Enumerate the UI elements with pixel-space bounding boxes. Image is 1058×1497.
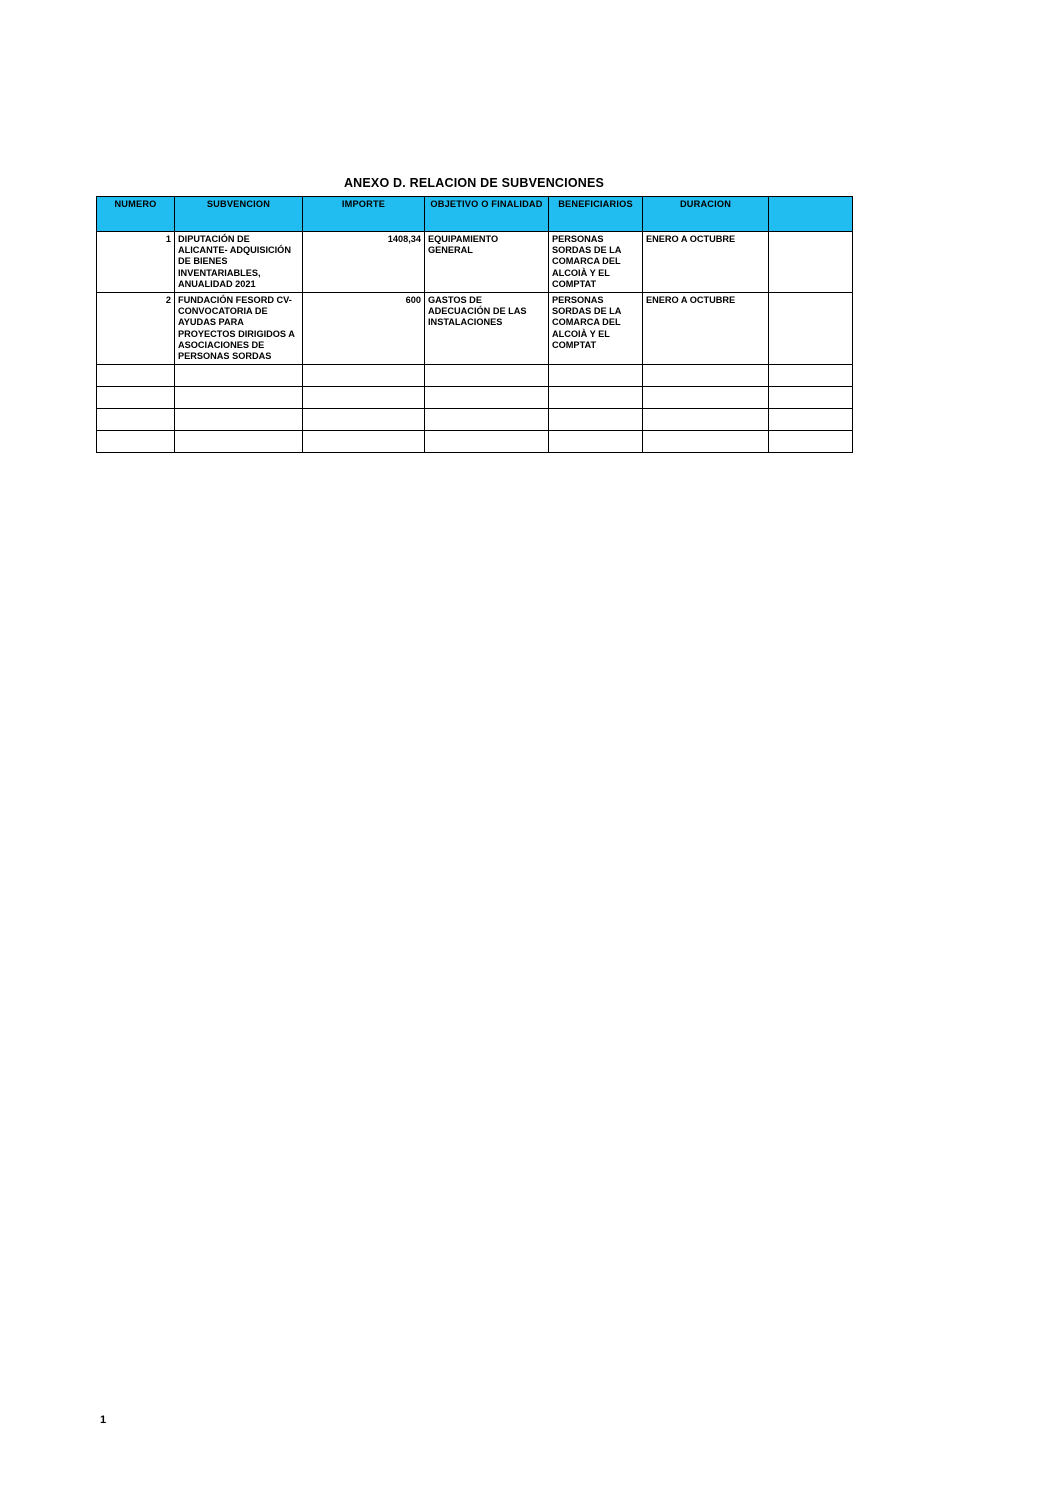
cell-beneficiarios <box>549 365 643 387</box>
cell-beneficiarios: PERSONAS SORDAS DE LA COMARCA DEL ALCOIÀ Y EL COMPTAT <box>549 293 643 365</box>
cell-duracion <box>643 409 769 431</box>
table-row <box>97 232 853 293</box>
column-header-subvencion: SUBVENCION <box>175 197 303 232</box>
cell-duracion <box>643 387 769 409</box>
subvenciones-table-container <box>96 196 852 453</box>
column-header-beneficiarios: BENEFICIARIOS <box>549 197 643 232</box>
cell-subvencion <box>175 431 303 453</box>
cell-beneficiarios <box>549 387 643 409</box>
cell-subvencion: DIPUTACIÓN DE ALICANTE- ADQUISICIÓN DE BIENES INVENTARIABLES, ANUALIDAD 2021 <box>175 232 303 293</box>
cell-importe <box>303 365 425 387</box>
cell-objetivo: EQUIPAMIENTO GENERAL <box>425 232 549 293</box>
table-row <box>97 409 853 431</box>
cell-importe <box>303 409 425 431</box>
column-header-extra <box>769 197 853 232</box>
table-row <box>97 293 853 365</box>
cell-numero <box>97 387 175 409</box>
cell-duracion <box>643 431 769 453</box>
cell-importe <box>303 387 425 409</box>
column-header-numero: NUMERO <box>97 197 175 232</box>
cell-beneficiarios: PERSONAS SORDAS DE LA COMARCA DEL ALCOIÀ Y EL COMPTAT <box>549 232 643 293</box>
cell-objetivo <box>425 365 549 387</box>
column-header-duracion: DURACION <box>643 197 769 232</box>
cell-numero <box>97 431 175 453</box>
cell-subvencion <box>175 409 303 431</box>
cell-objetivo <box>425 409 549 431</box>
subvenciones-table <box>96 196 853 453</box>
column-header-objetivo: OBJETIVO O FINALIDAD <box>425 197 549 232</box>
cell-beneficiarios <box>549 409 643 431</box>
cell-importe: 600 <box>303 293 425 365</box>
cell-subvencion <box>175 365 303 387</box>
cell-beneficiarios <box>549 431 643 453</box>
cell-extra <box>769 293 853 365</box>
table-header-row <box>97 197 853 232</box>
cell-duracion: ENERO A OCTUBRE <box>643 232 769 293</box>
cell-extra <box>769 365 853 387</box>
table-row <box>97 365 853 387</box>
table-row <box>97 431 853 453</box>
cell-extra <box>769 387 853 409</box>
cell-objetivo <box>425 431 549 453</box>
cell-numero: 2 <box>97 293 175 365</box>
cell-extra <box>769 232 853 293</box>
cell-duracion <box>643 365 769 387</box>
cell-importe <box>303 431 425 453</box>
cell-subvencion: FUNDACIÓN FESORD CV- CONVOCATORIA DE AYUDAS PARA PROYECTOS DIRIGIDOS A ASOCIACIONES DE PERSONAS SORDAS <box>175 293 303 365</box>
cell-objetivo <box>425 387 549 409</box>
cell-numero <box>97 409 175 431</box>
cell-objetivo: GASTOS DE ADECUACIÓN DE LAS INSTALACIONES <box>425 293 549 365</box>
page-number: 1 <box>100 1414 107 1426</box>
cell-numero <box>97 365 175 387</box>
cell-subvencion <box>175 387 303 409</box>
cell-extra <box>769 431 853 453</box>
page-title: ANEXO D. RELACION DE SUBVENCIONES <box>343 176 605 190</box>
cell-importe: 1408,34 <box>303 232 425 293</box>
cell-numero: 1 <box>97 232 175 293</box>
cell-extra <box>769 409 853 431</box>
cell-duracion: ENERO A OCTUBRE <box>643 293 769 365</box>
table-row <box>97 387 853 409</box>
column-header-importe: IMPORTE <box>303 197 425 232</box>
